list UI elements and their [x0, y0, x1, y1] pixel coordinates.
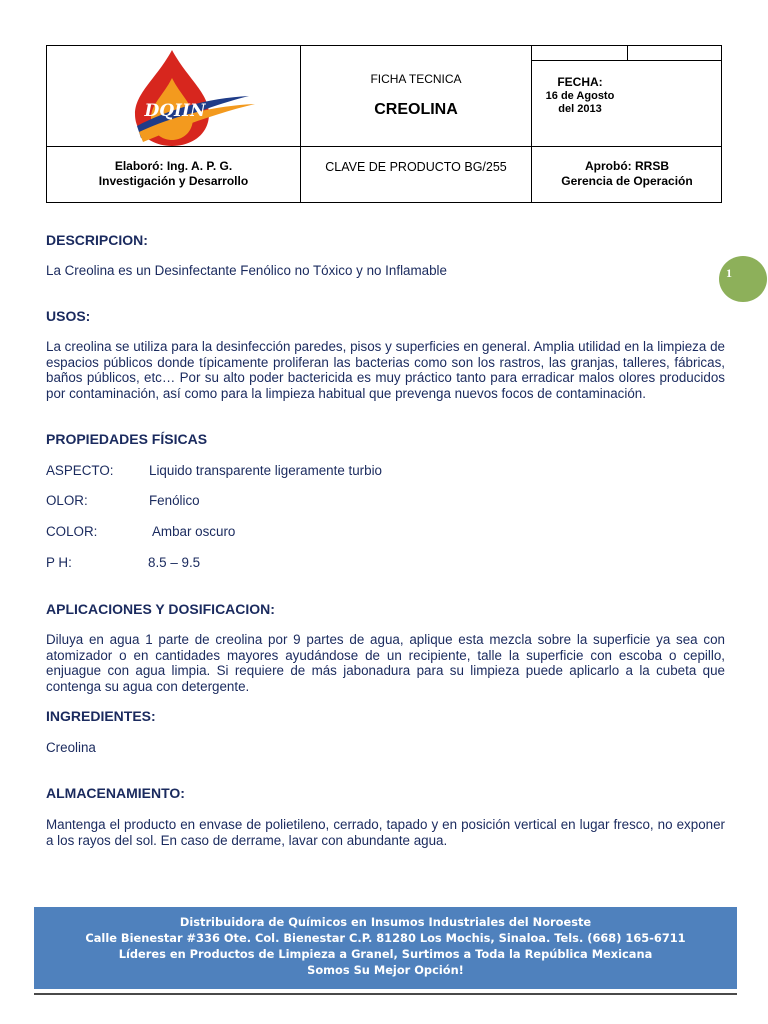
descripcion-title: DESCRIPCION: — [46, 232, 148, 248]
usos-title: USOS: — [46, 308, 91, 324]
company-logo — [117, 48, 267, 148]
olor-value: Fenólico — [149, 493, 200, 508]
date-label: FECHA: — [557, 75, 603, 89]
footer-divider — [34, 993, 737, 995]
aprobo-dept: Gerencia de Operación — [561, 174, 693, 188]
almacenamiento-title: ALMACENAMIENTO: — [46, 785, 185, 801]
ph-label: P H: — [46, 555, 72, 570]
page-number-badge — [719, 256, 767, 302]
doc-type: FICHA TECNICA — [370, 72, 462, 86]
descripcion-text: La Creolina es un Desinfectante Fenólico no Tóxico y no Inflamable — [46, 263, 447, 278]
footer-line1: Distribuidora de Químicos en Insumos Industriales del Noroeste — [179, 915, 592, 929]
date-line2: del 2013 — [558, 103, 602, 115]
ingredientes-text: Creolina — [46, 740, 96, 755]
aspecto-label: ASPECTO: — [46, 463, 114, 478]
color-label: COLOR: — [46, 524, 98, 539]
elaboro: Elaboró: Ing. A. P. G. — [114, 159, 233, 173]
color-value: Ambar oscuro — [152, 524, 236, 539]
page-number: 1 — [726, 266, 732, 280]
aplicaciones-text: Diluya en agua 1 parte de creolina por 9 partes de agua, aplique esta mezcla sobre la superficie ya sea con atomizador o en cantidades mayores ayudándose de un recipiente, talle la superficie con escoba o cepillo, enjuague con agua limpia. Si requiere de más jabonadura para su limpieza puede aplicarlo a la cubeta que contenga su agua con detergente. — [46, 632, 725, 694]
ingredientes-title: INGREDIENTES: — [46, 708, 156, 724]
footer-line3: Líderes en Productos de Limpieza a Granel, Surtimos a Toda la República Mexicana — [118, 947, 653, 961]
logo-text: DQIIN — [144, 101, 206, 121]
olor-label: OLOR: — [46, 493, 88, 508]
aspecto-value: Liquido transparente ligeramente turbio — [149, 463, 382, 478]
almacenamiento-text: Mantenga el producto en envase de polietileno, cerrado, tapado y en posición vertical en lugar fresco, no exponer a los rayos del sol. En caso de derrame, lavar con abundante agua. — [46, 817, 725, 848]
ph-value: 8.5 – 9.5 — [148, 555, 201, 570]
product-name: CREOLINA — [374, 101, 458, 118]
aprobo: Aprobó: RRSB — [585, 159, 669, 173]
propiedades-title: PROPIEDADES FÍSICAS — [46, 431, 208, 447]
usos-text: La creolina se utiliza para la desinfección paredes, pisos y superficies en general. Amplia utilidad en la limpieza de espacios públicos donde típicamente proliferan las bacterias como son los rastros, las granjas, talleres, fábricas, baños públicos, etc… Por su alto poder bactericida es muy práctico tanto para erradicar malos olores producidos por contaminación, así como para la limpieza habitual que prevenga nuevos focos de contaminación. — [46, 339, 725, 401]
elaboro-dept: Investigación y Desarrollo — [98, 174, 249, 188]
header-table — [46, 45, 722, 203]
date-line1: 16 de Agosto — [545, 90, 615, 102]
footer-line2: Calle Bienestar #336 Ote. Col. Bienestar C.P. 81280 Los Mochis, Sinaloa. Tels. (668) 165-6711 — [85, 931, 686, 945]
product-key: CLAVE DE PRODUCTO BG/255 — [325, 160, 507, 174]
aplicaciones-title: APLICACIONES Y DOSIFICACION: — [46, 601, 275, 617]
footer-line4: Somos Su Mejor Opción! — [307, 963, 464, 977]
footer-banner — [34, 907, 737, 989]
